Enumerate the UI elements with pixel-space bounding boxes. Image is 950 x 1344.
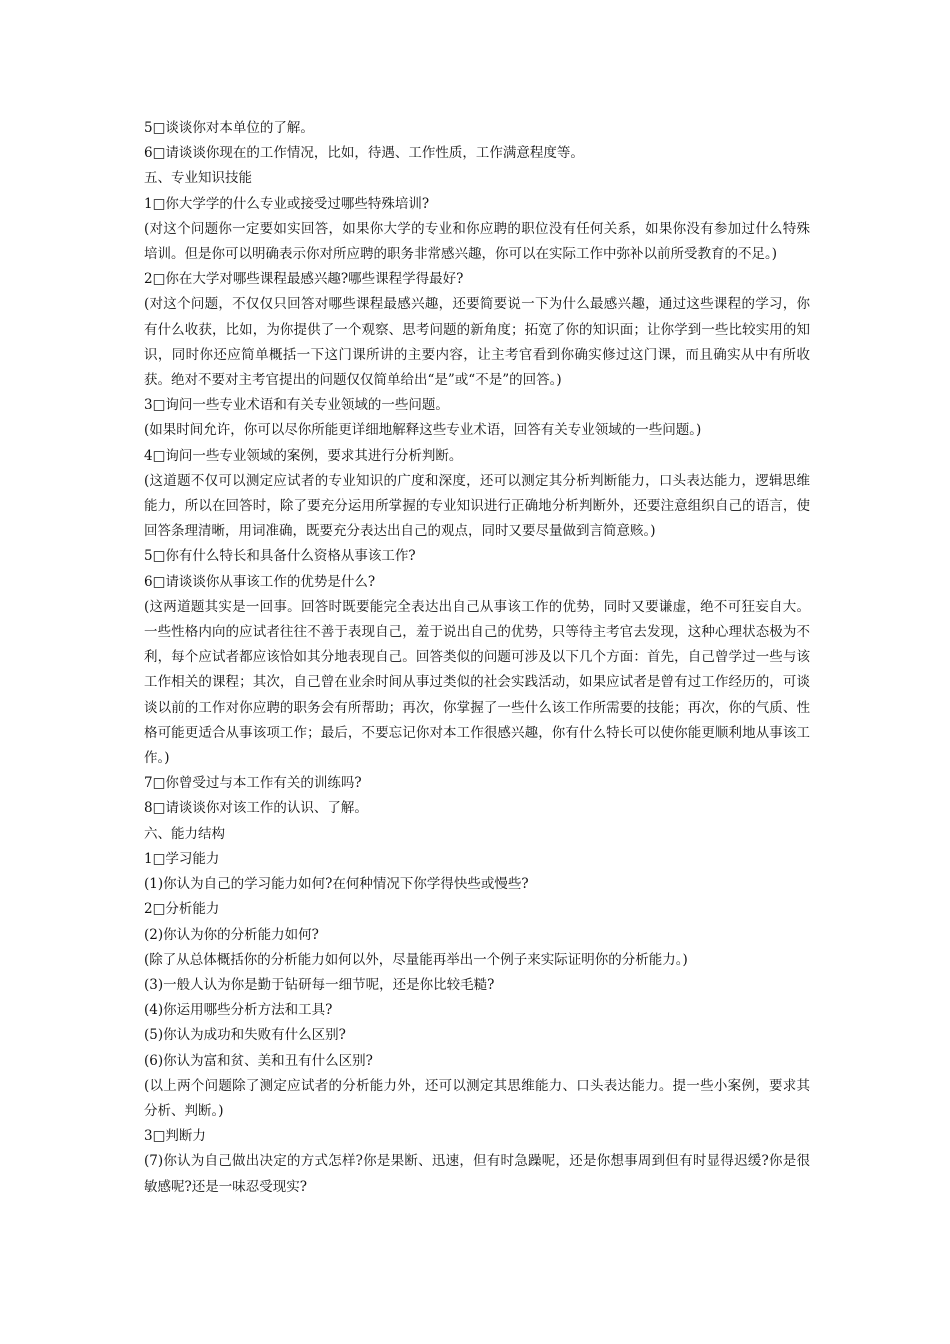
question-job-understanding: 8□请谈谈你对该工作的认识、了解。 xyxy=(144,800,368,817)
subheading-learning-ability: 1□学习能力 xyxy=(144,850,220,867)
question-detail-oriented: (3)一般人认为你是勤于钻研每一细节呢，还是你比较毛糙? xyxy=(144,976,495,993)
section-heading-ability-structure: 六、能力结构 xyxy=(144,825,225,842)
question-major-training: 1□你大学学的什么专业或接受过哪些特殊培训? xyxy=(144,195,430,212)
list-item-5-unit-knowledge: 5□谈谈你对本单位的了解。 xyxy=(144,120,314,136)
question-specialties: 5□你有什么特长和具备什么资格从事该工作? xyxy=(144,548,416,565)
subheading-judgment: 3□判断力 xyxy=(144,1128,206,1145)
question-related-training: 7□你曾受过与本工作有关的训练吗? xyxy=(144,775,362,792)
question-rich-poor: (6)你认为富和贫、美和丑有什么区别? xyxy=(144,1052,373,1069)
question-decision-style: (7)你认为自己做出决定的方式怎样?你是果断、迅速，但有时急躁呢，还是你想事周到但有时显得迟缓?你是很敏感呢?还是一味忍受现实? xyxy=(144,1153,810,1195)
answer-note-major-training: (对这个问题你一定要如实回答，如果你大学的专业和你应聘的职位没有任何关系，如果你没有参加过什么特殊培训。但是你可以明确表示你对所应聘的职务非常感兴趣，你可以在实际工作中弥补以前所受教育的不足。) xyxy=(144,220,810,263)
answer-note-case-analysis: (这道题不仅可以测定应试者的专业知识的广度和深度，还可以测定其分析判断能力，口头表达能力，逻辑思维能力，所以在回答时，除了要充分运用所掌握的专业知识进行正确地分析判断外，还要注意组织自己的语言，使回答条理清晰，用词准确，既要充分表达出自己的观点，同时又要尽量做到言简意赅。) xyxy=(144,472,810,540)
question-professional-terms: 3□询问一些专业术语和有关专业领域的一些问题。 xyxy=(144,397,449,414)
question-success-failure: (5)你认为成功和失败有什么区别? xyxy=(144,1027,346,1044)
document-page xyxy=(144,116,810,1200)
list-item-6-current-work: 6□请谈谈你现在的工作情况，比如，待遇、工作性质，工作满意程度等。 xyxy=(144,145,584,162)
answer-note-two-questions: (以上两个问题除了测定应试者的分析能力外，还可以测定其思维能力、口头表达能力。提一些小案例，要求其分析、判断。) xyxy=(144,1077,810,1119)
question-case-analysis: 4□询问一些专业领域的案例，要求其进行分析判断。 xyxy=(144,447,463,464)
section-heading-professional-skills: 五、专业知识技能 xyxy=(144,170,252,187)
answer-note-favorite-courses: (对这个问题，不仅仅只回答对哪些课程最感兴趣，还要简要说一下为什么最感兴趣，通过这些课程的学习，你有什么收获，比如，为你提供了一个观察、思考问题的新角度；拓宽了你的知识面；让你学到一些比较实用的知识，同时你还应简单概括一下这门课所讲的主要内容，让主考官看到你确实修过这门课，而且确实从中有所收获。绝对不要对主考官提出的问题仅仅简单给出“是”或“不是”的回答。) xyxy=(144,296,810,389)
question-favorite-courses: 2□你在大学对哪些课程最感兴趣?哪些课程学得最好? xyxy=(144,271,464,288)
answer-note-analysis-ability: (除了从总体概括你的分析能力如何以外，尽量能再举出一个例子来实际证明你的分析能力。) xyxy=(144,951,688,968)
answer-note-advantages: (这两道题其实是一回事。回答时既要能完全表达出自己从事该工作的优势，同时又要谦虚，绝不可狂妄自大。一些性格内向的应试者往往不善于表现自己，羞于说出自己的优势，只等待主考官去发现，这种心理状态极为不利，每个应试者都应该恰如其分地表现自己。回答类似的问题可涉及以下几个方面：首先，自己曾学过一些与该工作相关的课程；其次，自己曾在业余时间从事过类似的社会实践活动，如果应试者是曾有过工作经历的，可谈谈以前的工作对你应聘的职务会有所帮助；再次，你掌握了一些什么该工作所需要的技能；再次，你的气质、性格可能更适合从事该项工作；最后，不要忘记你对本工作很感兴趣，你有什么特长可以使你能更顺利地从事该工作。) xyxy=(144,598,810,767)
question-learning-ability: (1)你认为自己的学习能力如何?在何种情况下你学得快些或慢些? xyxy=(144,876,529,893)
subheading-analysis-ability: 2□分析能力 xyxy=(144,901,220,918)
question-analysis-ability: (2)你认为你的分析能力如何? xyxy=(144,926,319,943)
question-advantages: 6□请谈谈你从事该工作的优势是什么? xyxy=(144,573,376,590)
answer-note-professional-terms: (如果时间允许，你可以尽你所能更详细地解释这些专业术语，回答有关专业领域的一些问题。) xyxy=(144,422,702,439)
question-analysis-tools: (4)你运用哪些分析方法和工具? xyxy=(144,1002,333,1019)
